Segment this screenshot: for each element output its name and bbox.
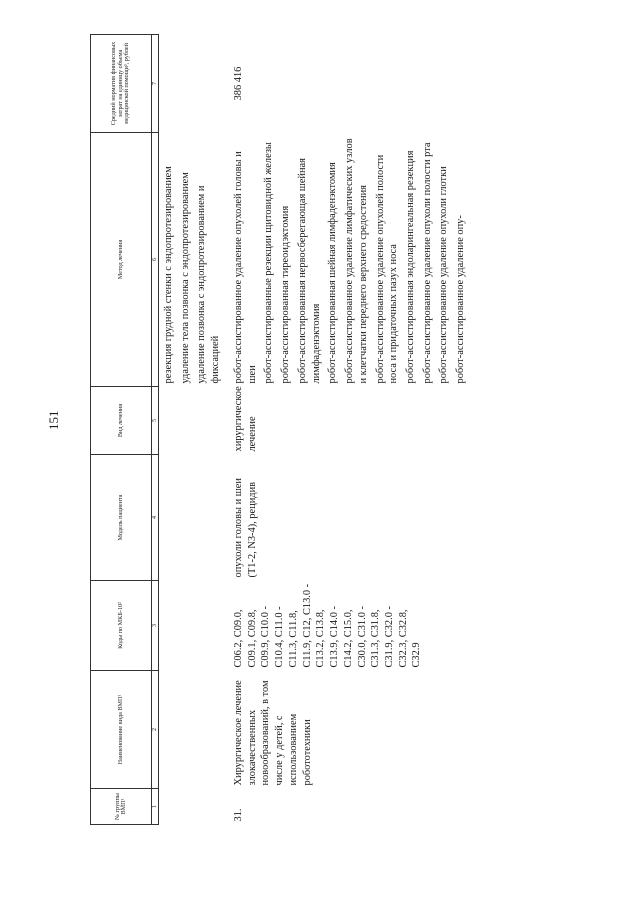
method-item: робот-ассистированное удаление опухолей полости носа и придаточных пазух носа [374, 154, 400, 384]
rotated-table-container [90, 35, 610, 825]
header-vmp-name: Наименование вида ВМП¹ [91, 671, 152, 789]
method-item: робот-ассистированное удаление лимфатических узлов и клетчатки переднего верхнего средостения [344, 138, 369, 384]
column-number: 2 [152, 671, 159, 789]
method-item: робот-ассистированные резекции щитовидной железы [263, 142, 275, 384]
vmp-name-cell: Хирургическое лечение злокачественных новообразований, в том числе у детей, с использованием робототехники [232, 680, 313, 786]
group-number-cell: 31. [232, 808, 244, 822]
continued-methods-cell [159, 133, 227, 387]
column-number: 1 [152, 789, 159, 825]
method-item: робот-ассистированное удаление опухолей головы и шеи [232, 151, 258, 384]
method-item: робот-ассистированное удаление опухоли глотки [438, 166, 450, 384]
icd-codes-cell: С06.2, С09.0, С09.1, С09.8, С09.9, С10.0 - С10.4, С11.0 - С11.3, С11.8, С11.9, С12, С13.0 - С13.2, С13.8, С13.9, С14.0 - С14.2, С15.0, С30.0, С31.0 - С31.3, С31.8, С31.9, С32.0 - С32.3, С32.8, С32.9 [232, 583, 423, 668]
header-icd-codes: Коды по МКБ-10² [91, 581, 152, 671]
column-number: 3 [152, 581, 159, 671]
method-item: робот-ассистированная нервосберегающая шейная лимфаденэктомия [296, 158, 322, 384]
table-row [227, 35, 472, 825]
column-number: 4 [152, 455, 159, 581]
method-item: робот-ассистированное удаление опу- [455, 215, 467, 384]
column-number-row [152, 35, 159, 825]
average-cost-cell: 386 416 [232, 66, 244, 101]
method-item: удаление тела позвонка с эндопротезированием [179, 172, 191, 384]
method-item: робот-ассистированная шейная лимфаденэктомия [327, 162, 339, 384]
header-row [91, 35, 152, 825]
vmp-table [90, 34, 472, 825]
method-item: робот-ассистированное удаление опухоли полости рта [421, 142, 433, 384]
column-number: 5 [152, 387, 159, 455]
method-item: резекция грудной стенки с эндопротезированием [163, 166, 174, 384]
header-treatment-method: Метод лечения [91, 133, 152, 387]
method-item: робот-ассистированная эндоларингеальная резекция [405, 150, 417, 384]
header-treatment-type: Вид лечения [91, 387, 152, 455]
column-number: 7 [152, 35, 159, 133]
column-number: 6 [152, 133, 159, 387]
page-number: 151 [46, 410, 61, 430]
treatment-type-cell: хирургическое лечение [232, 386, 258, 452]
method-item: удаление позвонка с эндопротезированием и фиксацией [196, 185, 222, 384]
method-item: робот-ассистированная тиреоидэктомия [280, 205, 292, 384]
treatment-methods-cell [227, 133, 472, 387]
header-average-cost: Средний норматив финансовых затрат на единицу объема медицинской помощи³, рублей [91, 35, 152, 133]
patient-model-cell: опухоли головы и шеи (Т1-2, N3-4), рецидив [232, 478, 258, 578]
header-group-number: № группы ВМП¹ [91, 789, 152, 825]
header-patient-model: Модель пациента [91, 455, 152, 581]
continuation-row [159, 35, 227, 825]
